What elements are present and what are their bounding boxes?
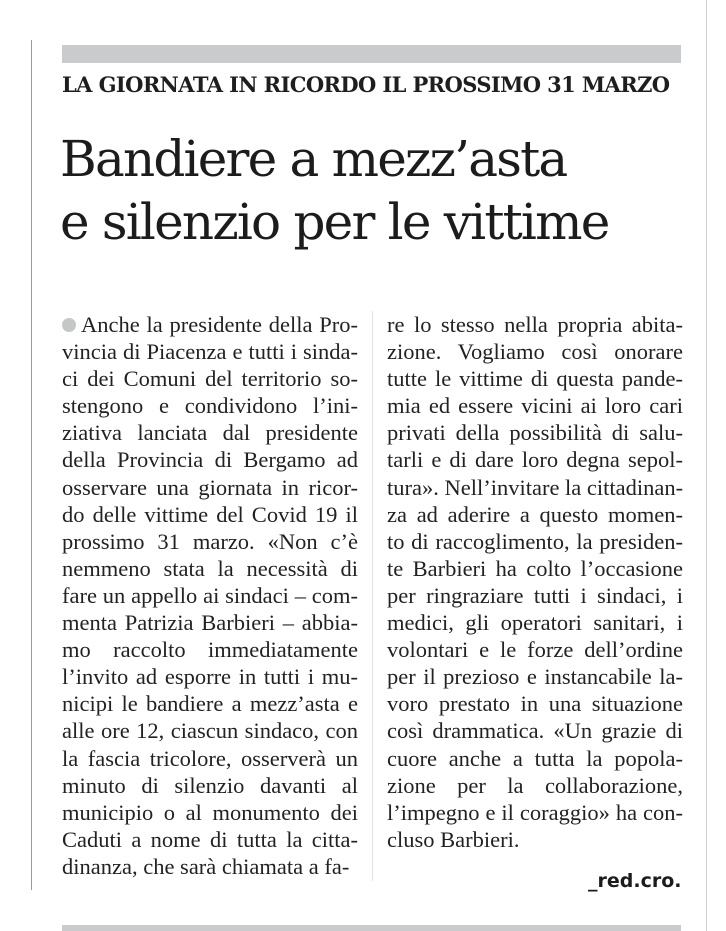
article-line [387,338,683,365]
article-line-text: Anche la presidente della Pro- [81,312,358,337]
article-line-text: osservare una giornata in ricor- [62,474,358,500]
article-line [62,474,358,501]
article-line [62,636,358,663]
article-line-text: za ad aderire a questo momen- [387,501,683,527]
article-line [387,745,683,772]
article-line-text: Caduti a nome di tutta la citta- [62,826,358,852]
page-margin-rule [31,40,32,890]
header-bar [62,45,681,63]
article-line-text: cluso Barbieri. [387,826,520,852]
article-line-text: per ringraziare tutti i sindaci, i [387,582,683,608]
article-line [62,446,358,473]
article-line-text: mo raccolto immediatamente [62,637,358,663]
article-line-text: te Barbieri ha colto l’occasione [387,555,683,581]
article-line [387,501,683,528]
article-line [387,555,683,582]
article-line [62,338,358,365]
article-line [387,446,683,473]
article-line [387,311,683,338]
article-line-text: stengono e condividono l’ini- [62,393,358,419]
article-line-text: la fascia tricolore, osserverà un [62,745,358,771]
article-line-text: do delle vittime del Covid 19 il [62,501,358,527]
article-line [387,772,683,799]
article-line-text: l’impegno e il coraggio» ha con- [387,799,683,825]
article-line-text: volontari e le forze dell’ordine [387,637,683,663]
article-line-text: privati della possibilità di salu- [387,420,683,446]
kicker: LA GIORNATA IN RICORDO IL PROSSIMO 31 MARZO [62,72,670,97]
article-line [387,528,683,555]
article-line [62,663,358,690]
article-line [387,474,683,501]
article-line [387,636,683,663]
article-line [62,392,358,419]
article-line [387,826,683,853]
headline [60,128,700,254]
article-line-text: voro prestato in una situazione [387,691,683,717]
article-line-text: così drammatica. «Un grazie di [387,718,683,744]
article-line-text: medici, gli operatori sanitari, i [387,610,683,636]
article-line [62,419,358,446]
author-signature: _red.cro. [588,870,682,892]
article-line [387,582,683,609]
bullet-icon [62,318,76,332]
article-line-text: nemmeno stata la necessità di [62,555,358,581]
article-line [62,555,358,582]
article-line [387,663,683,690]
article-line [62,609,358,636]
article-line [62,772,358,799]
article-line-text: per il prezioso e instancabile la- [387,664,683,690]
column-divider [372,311,373,881]
article-line-text: prossimo 31 marzo. «Non c’è [62,528,358,554]
article-line [62,365,358,392]
article-line-text: minuto di silenzio davanti al [62,772,358,798]
article-line-text: re lo stesso nella propria abita- [387,312,683,337]
article-line [387,392,683,419]
article-line [62,745,358,772]
article-line-text: to di raccoglimento, la presiden- [387,528,683,554]
article-line-text: vincia di Piacenza e tutti i sinda- [62,339,358,365]
headline-line-2: e silenzio per le vittime [60,193,609,251]
article-line [62,528,358,555]
article-column-right [387,311,683,853]
article-line [62,690,358,717]
article-line-text: l’invito ad esporre in tutti i mu- [62,664,358,690]
article-line [62,582,358,609]
article-line [387,717,683,744]
article-line [62,311,358,338]
article-column-left [62,311,358,880]
article-line-text: ziativa lanciata dal presidente [62,420,358,446]
article-line [387,609,683,636]
article-line-text: menta Patrizia Barbieri – abbia- [62,610,358,636]
article-line-text: tutte le vittime di questa pande- [387,366,683,392]
page-edge-rule [706,0,707,931]
article-line [387,419,683,446]
article-line-text: alle ore 12, ciascun sindaco, con [62,718,358,744]
article-line-text: ci dei Comuni del territorio so- [62,366,358,392]
article-line [387,365,683,392]
article-line-text: cuore anche a tutta la popola- [387,745,683,771]
article-line-text: della Provincia di Bergamo ad [62,447,358,473]
article-line-text: tarli e di dare loro degna sepol- [387,447,683,473]
article-line [62,826,358,853]
article-line-text: fare un appello ai sindaci – com- [62,582,358,608]
article-line [62,501,358,528]
article-line [62,799,358,826]
article-line-text: mia ed essere vicini ai loro cari [387,393,683,419]
article-line [62,853,358,880]
footer-bar [62,925,681,931]
article-line [387,799,683,826]
article-line-text: municipio o al monumento dei [62,799,358,825]
article-line [62,717,358,744]
headline-line-1: Bandiere a mezz’asta [60,130,567,188]
article-line-text: dinanza, che sarà chiamata a fa- [62,853,350,879]
article-line-text: tura». Nell’invitare la cittadinan- [387,474,684,500]
article-line [387,690,683,717]
article-line-text: nicipi le bandiere a mezz’asta e [62,691,358,717]
article-line-text: zione. Vogliamo così onorare [387,339,683,365]
article-line-text: zione per la collaborazione, [387,772,683,798]
